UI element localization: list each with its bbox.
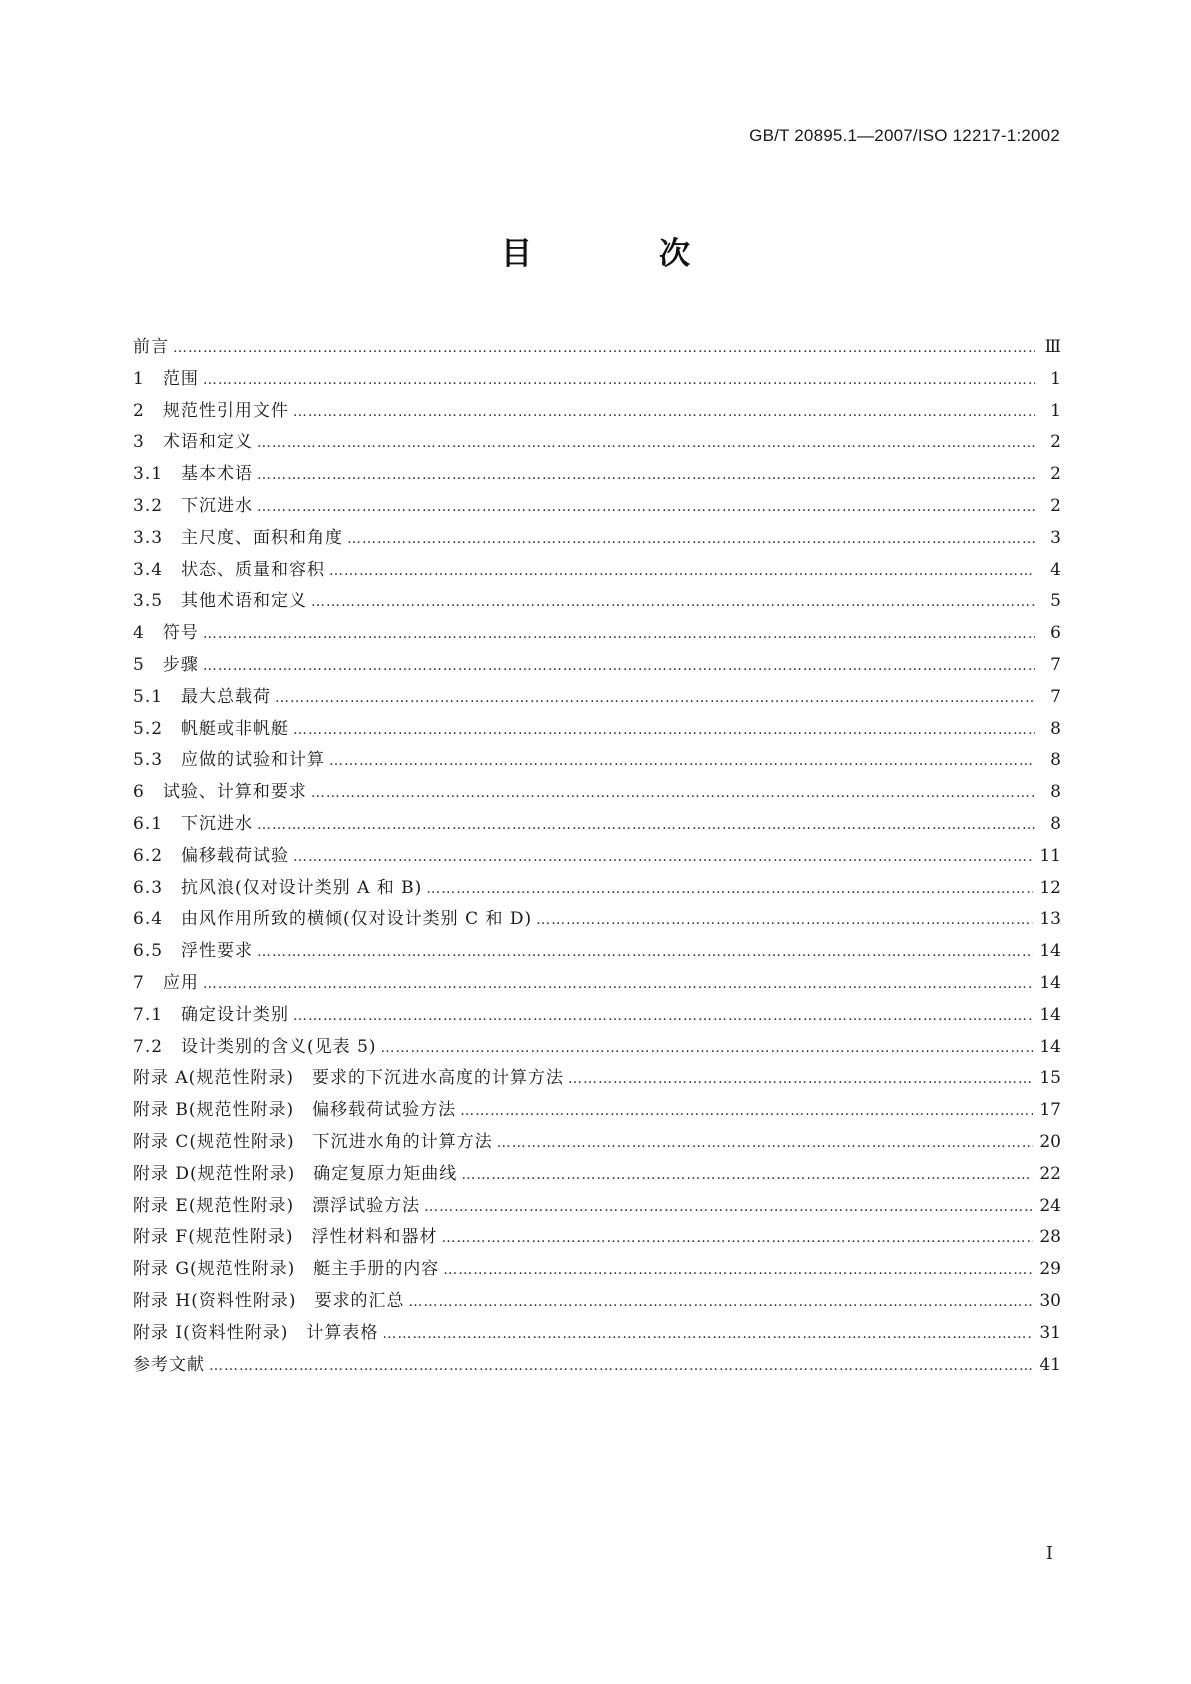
- toc-entry-page: 8: [1050, 750, 1061, 771]
- toc-entry-page: 28: [1039, 1227, 1061, 1248]
- toc-entry-page: 30: [1039, 1290, 1061, 1311]
- toc-entry[interactable]: [133, 809, 1061, 841]
- toc-entry-page: 22: [1039, 1163, 1061, 1184]
- toc-entry-page: 1: [1050, 400, 1061, 421]
- toc-entry[interactable]: [133, 491, 1061, 523]
- toc-entry[interactable]: [133, 618, 1061, 650]
- toc-entry-page: 11: [1039, 845, 1061, 866]
- toc-leader-dots: [311, 587, 1035, 619]
- toc-entry-label: 6.1 下沉进水: [133, 813, 254, 834]
- toc-leader-dots: [424, 1192, 1033, 1224]
- toc-entry-page: 2: [1050, 495, 1061, 516]
- toc-entry[interactable]: [133, 1222, 1061, 1254]
- toc-entry[interactable]: [133, 523, 1061, 555]
- toc-entry[interactable]: [133, 1350, 1061, 1382]
- toc-entry-label: 7 应用: [133, 972, 199, 993]
- toc-leader-dots: [426, 874, 1033, 906]
- toc-entry-label: 前言: [133, 337, 169, 357]
- toc-leader-dots: [461, 1160, 1033, 1192]
- toc-entry[interactable]: [133, 682, 1061, 714]
- toc-entry-page: 14: [1039, 1004, 1061, 1025]
- toc-entry[interactable]: [133, 459, 1061, 491]
- toc-entry-page: 4: [1050, 559, 1061, 580]
- toc-entry-label: 3.1 基本术语: [133, 464, 254, 485]
- toc-leader-dots: [257, 492, 1035, 524]
- toc-entry-label: 4 符号: [133, 623, 199, 644]
- toc-leader-dots: [293, 1001, 1033, 1033]
- toc-leader-dots: [173, 333, 1035, 365]
- toc-entry[interactable]: [133, 1032, 1061, 1064]
- toc-entry[interactable]: [133, 1286, 1061, 1318]
- toc-leader-dots: [257, 460, 1035, 492]
- toc-leader-dots: [257, 428, 1035, 460]
- toc-leader-dots: [382, 1319, 1033, 1351]
- toc-entry-label: 6.3 抗风浪(仅对设计类别 A 和 B): [133, 877, 423, 898]
- toc-entry-page: 31: [1039, 1322, 1061, 1343]
- toc-leader-dots: [257, 937, 1033, 969]
- toc-entry[interactable]: [133, 1000, 1061, 1032]
- toc-entry-label: 7.2 设计类别的含义(见表 5): [133, 1036, 377, 1057]
- toc-entry-label: 附录 B(规范性附录) 偏移载荷试验方法: [133, 1100, 457, 1121]
- toc-leader-dots: [441, 1223, 1033, 1255]
- toc-entry[interactable]: [133, 332, 1061, 364]
- toc-leader-dots: [568, 1064, 1033, 1096]
- toc-leader-dots: [443, 1255, 1033, 1287]
- toc-leader-dots: [203, 365, 1035, 397]
- toc-entry[interactable]: [133, 1063, 1061, 1095]
- toc-entry-page: 7: [1050, 686, 1061, 707]
- toc-entry-label: 5.1 最大总载荷: [133, 686, 272, 707]
- toc-entry[interactable]: [133, 841, 1061, 873]
- table-of-contents: [133, 332, 1061, 1381]
- toc-entry[interactable]: [133, 1191, 1061, 1223]
- toc-entry-page: 13: [1039, 909, 1061, 930]
- toc-entry-page: 14: [1039, 941, 1061, 962]
- toc-entry-label: 附录 G(规范性附录) 艇主手册的内容: [133, 1259, 440, 1280]
- toc-entry-page: 15: [1039, 1068, 1061, 1089]
- toc-leader-dots: [497, 1128, 1034, 1160]
- toc-entry-label: 附录 I(资料性附录) 计算表格: [133, 1322, 379, 1343]
- toc-entry[interactable]: [133, 364, 1061, 396]
- toc-leader-dots: [536, 905, 1033, 937]
- toc-leader-dots: [203, 619, 1035, 651]
- toc-entry[interactable]: [133, 555, 1061, 587]
- toc-entry-label: 1 范围: [133, 368, 199, 389]
- toc-entry-label: 3.3 主尺度、面积和角度: [133, 527, 344, 548]
- toc-entry-label: 7.1 确定设计类别: [133, 1004, 290, 1025]
- toc-entry[interactable]: [133, 586, 1061, 618]
- toc-entry-page: 2: [1050, 432, 1061, 453]
- toc-entry[interactable]: [133, 777, 1061, 809]
- toc-entry-page: Ⅲ: [1044, 337, 1061, 357]
- toc-entry[interactable]: [133, 427, 1061, 459]
- toc-entry-label: 6.5 浮性要求: [133, 941, 254, 962]
- toc-entry-label: 5.2 帆艇或非帆艇: [133, 718, 290, 739]
- toc-entry[interactable]: [133, 1095, 1061, 1127]
- toc-entry[interactable]: [133, 968, 1061, 1000]
- toc-entry-page: 14: [1039, 1036, 1061, 1057]
- toc-entry-label: 6.2 偏移载荷试验: [133, 845, 290, 866]
- toc-leader-dots: [209, 1351, 1033, 1383]
- standard-code: GB/T 20895.1—2007/ISO 12217-1:2002: [749, 126, 1060, 145]
- toc-entry-label: 附录 D(规范性附录) 确定复原力矩曲线: [133, 1163, 458, 1184]
- toc-leader-dots: [329, 556, 1035, 588]
- toc-entry-label: 3.2 下沉进水: [133, 495, 254, 516]
- toc-entry[interactable]: [133, 1127, 1061, 1159]
- toc-entry-page: 12: [1039, 877, 1061, 898]
- toc-entry-page: 8: [1050, 813, 1061, 834]
- page-title: 目 次: [501, 236, 738, 272]
- toc-entry-page: 8: [1050, 782, 1061, 803]
- toc-leader-dots: [381, 1033, 1034, 1065]
- toc-entry-label: 2 规范性引用文件: [133, 400, 289, 421]
- toc-leader-dots: [311, 778, 1035, 810]
- toc-entry[interactable]: [133, 714, 1061, 746]
- toc-entry[interactable]: [133, 650, 1061, 682]
- toc-entry-page: 7: [1050, 654, 1061, 675]
- toc-entry-page: 3: [1050, 527, 1061, 548]
- toc-entry[interactable]: [133, 936, 1061, 968]
- toc-entry-label: 附录 C(规范性附录) 下沉进水角的计算方法: [133, 1131, 493, 1152]
- toc-entry-page: 6: [1050, 623, 1061, 644]
- toc-entry[interactable]: [133, 1254, 1061, 1286]
- toc-entry-label: 附录 E(规范性附录) 漂浮试验方法: [133, 1195, 421, 1216]
- toc-entry-page: 29: [1039, 1259, 1061, 1280]
- toc-leader-dots: [203, 651, 1035, 683]
- toc-entry-label: 3.5 其他术语和定义: [133, 591, 308, 612]
- toc-entry-page: 2: [1050, 464, 1061, 485]
- toc-leader-dots: [293, 715, 1035, 747]
- toc-leader-dots: [347, 524, 1035, 556]
- toc-entry-page: 24: [1039, 1195, 1061, 1216]
- toc-entry-label: 5 步骤: [133, 654, 199, 675]
- toc-entry-label: 附录 H(资料性附录) 要求的汇总: [133, 1290, 405, 1311]
- toc-entry[interactable]: [133, 1318, 1061, 1350]
- toc-entry-label: 6.4 由风作用所致的横倾(仅对设计类别 C 和 D): [133, 909, 533, 930]
- toc-leader-dots: [257, 810, 1035, 842]
- toc-leader-dots: [409, 1287, 1034, 1319]
- toc-leader-dots: [460, 1096, 1033, 1128]
- toc-entry-label: 5.3 应做的试验和计算: [133, 750, 326, 771]
- toc-entry[interactable]: [133, 396, 1061, 428]
- toc-leader-dots: [203, 969, 1034, 1001]
- toc-entry-page: 1: [1050, 368, 1061, 389]
- toc-leader-dots: [329, 746, 1035, 778]
- toc-entry-label: 3 术语和定义: [133, 432, 253, 453]
- toc-entry-page: 5: [1050, 591, 1061, 612]
- toc-entry[interactable]: [133, 745, 1061, 777]
- toc-entry-page: 14: [1039, 972, 1061, 993]
- toc-entry-page: 8: [1050, 718, 1061, 739]
- toc-entry-page: 20: [1039, 1131, 1061, 1152]
- toc-entry-label: 附录 F(规范性附录) 浮性材料和器材: [133, 1227, 438, 1248]
- toc-entry-label: 参考文献: [133, 1354, 205, 1375]
- toc-entry[interactable]: [133, 1159, 1061, 1191]
- page-number: I: [1045, 1543, 1053, 1564]
- toc-entry-label: 附录 A(规范性附录) 要求的下沉进水高度的计算方法: [133, 1068, 564, 1089]
- toc-entry-label: 6 试验、计算和要求: [133, 782, 307, 803]
- toc-entry[interactable]: [133, 873, 1061, 905]
- toc-leader-dots: [293, 842, 1033, 874]
- toc-entry[interactable]: [133, 904, 1061, 936]
- toc-leader-dots: [293, 397, 1035, 429]
- toc-entry-page: 41: [1039, 1354, 1061, 1375]
- toc-leader-dots: [275, 683, 1035, 715]
- toc-entry-page: 17: [1039, 1100, 1061, 1121]
- toc-entry-label: 3.4 状态、质量和容积: [133, 559, 326, 580]
